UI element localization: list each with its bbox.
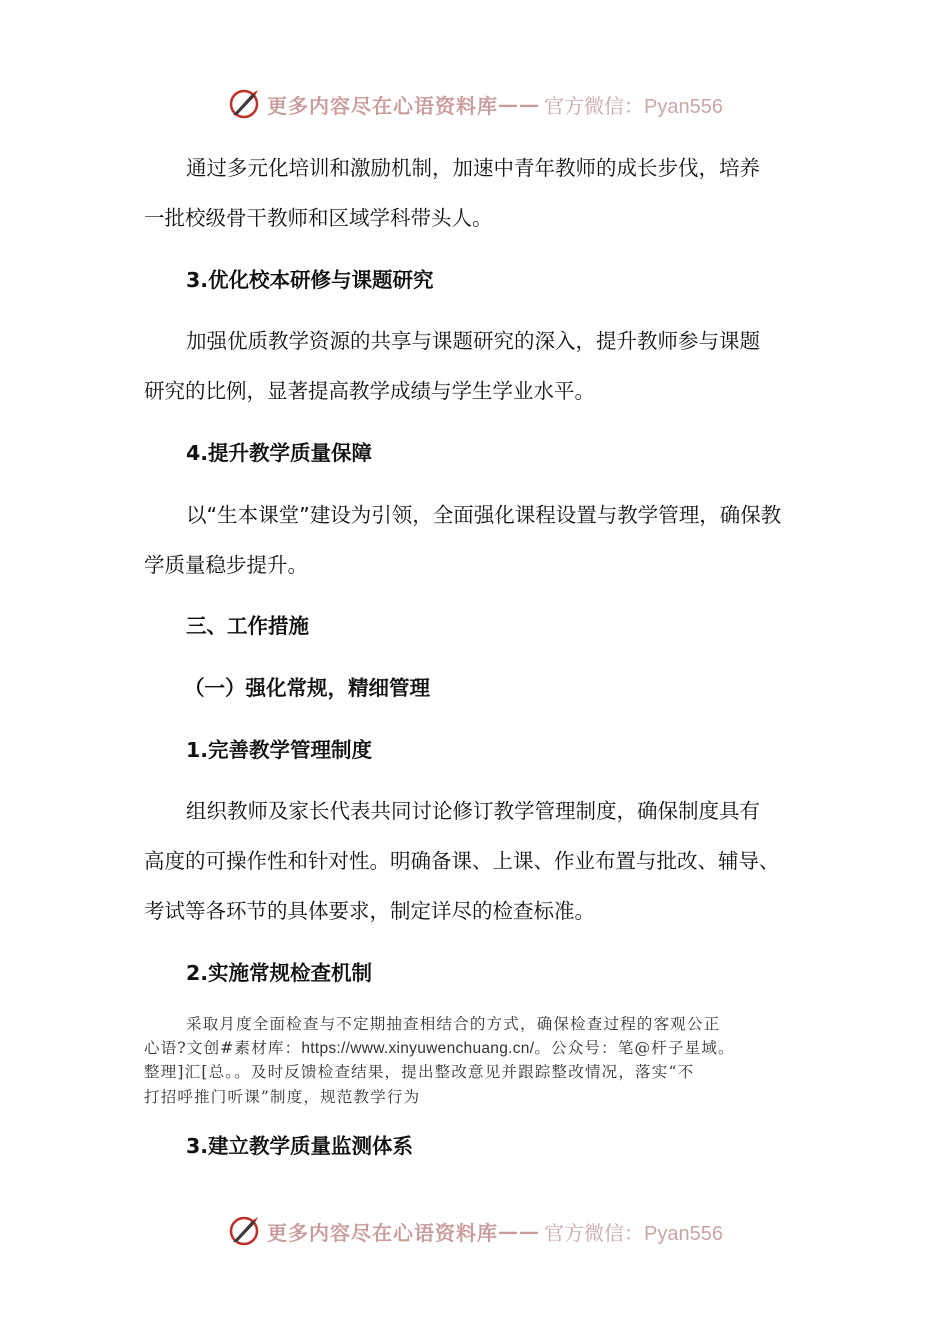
small-paragraph-line-2 xyxy=(0,1036,950,1061)
paragraph-3-line-2: 学质量稳步提升。 xyxy=(144,553,308,577)
quill-pen-logo-icon xyxy=(227,1214,261,1248)
paragraph-4-line-2: 高度的可操作性和针对性。明确备课、上课、作业布置与批改、辅导、 xyxy=(144,849,780,873)
paragraph-1-line-2: 一批校级骨干教师和区域学科带头人。 xyxy=(144,206,493,230)
heading-2-inspection: 2.实施常规检查机制 xyxy=(186,961,373,985)
heading-4-quality: 4.提升教学质量保障 xyxy=(186,441,373,465)
banner-dash: —— xyxy=(498,92,541,116)
heading-1-management: 1.完善教学管理制度 xyxy=(186,738,373,762)
small-paragraph-line-4: 打招呼推门听课”制度，规范教学行为 xyxy=(144,1088,421,1106)
small-paragraph-line-1: 采取月度全面检查与不定期抽查相结合的方式，确保检查过程的客观公正 xyxy=(186,1015,721,1033)
small-paragraph-line-3: 整理]汇[总。。及时反馈检查结果，提出整改意见并跟踪整改情况，落实“不 xyxy=(144,1063,695,1081)
paragraph-2-line-1: 加强优质教学资源的共享与课题研究的深入，提升教师参与课题 xyxy=(186,329,760,353)
source-url: https://www.xinyuwenchuang.cn/ xyxy=(301,1040,535,1057)
small-line-2-suffix: 。公众号：笔@杆子星域。 xyxy=(534,1039,735,1057)
paragraph-3-line-1: 以“生本课堂”建设为引领，全面强化课程设置与教学管理，确保教 xyxy=(186,503,782,527)
heading-3-monitoring: 3.建立教学质量监测体系 xyxy=(186,1134,414,1158)
section-heading-measures: 三、工作措施 xyxy=(186,614,309,638)
footer-wechat: 官方微信：Pyan556 xyxy=(544,1222,723,1245)
banner-wechat: 官方微信：Pyan556 xyxy=(544,95,723,118)
footer-dash: —— xyxy=(498,1219,541,1243)
quill-pen-logo-icon xyxy=(227,87,261,121)
paragraph-2-line-2: 研究的比例，显著提高教学成绩与学生学业水平。 xyxy=(144,379,595,403)
subsection-heading-routine: （一）强化常规，精细管理 xyxy=(184,676,430,700)
heading-3-research: 3.优化校本研修与课题研究 xyxy=(186,268,434,292)
footer-brand: 更多内容尽在心语资料库 xyxy=(267,1220,499,1245)
footer-banner xyxy=(0,1211,950,1251)
banner-brand: 更多内容尽在心语资料库 xyxy=(267,93,499,118)
header-banner xyxy=(0,84,950,124)
paragraph-1-line-1: 通过多元化培训和激励机制，加速中青年教师的成长步伐，培养 xyxy=(186,156,760,180)
small-line-2-prefix: 心语?文创#素材库： xyxy=(144,1039,302,1057)
paragraph-4-line-1: 组织教师及家长代表共同讨论修订教学管理制度，确保制度具有 xyxy=(186,799,760,823)
paragraph-4-line-3: 考试等各环节的具体要求，制定详尽的检查标准。 xyxy=(144,899,595,923)
